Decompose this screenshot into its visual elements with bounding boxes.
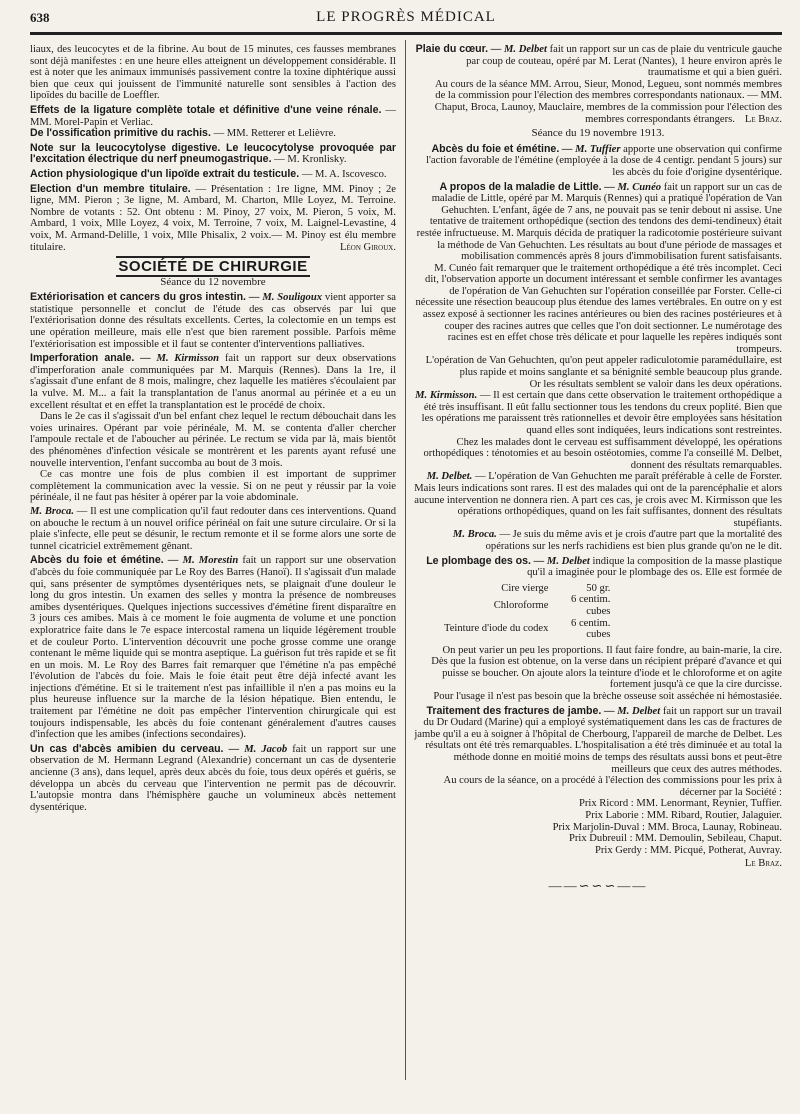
entry-title: Imperforation anale.: [30, 352, 135, 365]
paragraph: Au cours de la séance MM. Arrou, Sieur, Monod, Legueu, sont nommés membres de la commission pour l'élection des membres correspondants nationaux. — MM. Chaput, Broca, Launoy, Mauclaire, membres de la commission pour l'élection des membres correspondants étrangers. Le Braz.: [434, 78, 782, 125]
entry-author: M. Delbet.: [426, 471, 473, 483]
entry-text: apporte une observation qui confirme l'action favorable de l'émétine (employée à la dose de 4 centigr. pendant 5 jours) sur les abcès du foie d'origine dysentérique.: [426, 143, 782, 178]
entry-title: Plaie du cœur.: [415, 43, 489, 55]
entry-title: Traitement des fractures de jambe.: [426, 704, 602, 717]
entry-broca: [30, 506, 396, 552]
entry-title: A propos de la maladie de Little.: [439, 180, 602, 193]
component-name: Cire vierge: [501, 582, 549, 594]
entry-kirmisson: [414, 390, 782, 436]
entry-authors: — MM. Retterer et Lelièvre.: [213, 128, 336, 140]
entry-text: fait un rapport sur un travail du Dr Oudard (Marine) qui a employé systématiquement dans les cas de fractures de jambe qu'il a eu à soigner à l'hôpital de Cherbourg, l'appareil de marche de Delbet. Les résultats ont été très remarquables. L'hospitalisation a été très diminuée et au total la méthode donne en moitié moins de temps des résultats aussi bons et peut-être meilleurs que ceux des autres méthodes.: [414, 705, 782, 775]
component-value: 50 gr.: [586, 582, 611, 594]
paragraph: M. Cunéo fait remarquer que le traitement orthopédique a été très incomplet. Ceci dit, l'observation apporte un document intéressant et semble confirmer les avantages de l'opération de Van Gehuchten sur l'opération conseillée par Forster. Celle-ci nécessite une résection beaucoup plus étendue des lames vertébrales. En outre on y est assez exposé à sectionner les racines antérieures ou bien des racines postérieures et à couper des racines autres que celles que l'on doit sectionner. Le numérotage des racines est en effet chose très délicate et pour laquelle les repères indiqués sont trompeurs.: [415, 262, 782, 355]
list-item: Prix Gerdy : MM. Picqué, Potherat, Auvray.: [594, 844, 782, 856]
entry-title: Abcès du foie et émétine.: [431, 142, 560, 155]
left-column: [30, 44, 396, 813]
entry-ossification: [30, 128, 396, 140]
entry-delbet: [414, 471, 782, 529]
paragraph: Au cours de la séance, on a procédé à l'élection des commissions pour les prix à décerner par la Société :: [443, 775, 782, 798]
entry-text: indique la composition de la masse plastique qu'il a imaginée pour le plombage des os. Elle est formée de: [527, 555, 782, 579]
component-name: Chloroforme: [493, 600, 549, 612]
entry-fractures: [414, 706, 782, 776]
entry-author: — M. Delbet: [490, 44, 547, 55]
session-date: Séance du 12 novembre: [160, 275, 266, 288]
paragraph: liaux, des leucocytes et de la fibrine. Au bout de 15 minutes, ces fausses membranes sont déjà manifestes : en une heure elles atteignent un développement considérable. Il est à noter que les animaux immunisés passivement contre la toxine diphtérique aussi bien que ceux qui jouissent de l'immunité naturelle sont sensibles à l'action des lipoïdes du bacille de Loeffler.: [30, 44, 396, 102]
entry-imperforation: [30, 353, 396, 411]
entry-text: — Il est certain que dans cette observation le traitement orthopédique a été très insuffisant. Il eût fallu sectionner tous les tendons du creux poplité. Bien que les opérations me paraissent très rationnelles et devoir être employées sans hésitation quand elles sont indiquées, leurs indications sont restreintes.: [421, 390, 782, 436]
component-name: Teinture d'iode du codex: [444, 623, 549, 635]
entry-author: M. Kirmisson.: [415, 390, 478, 402]
list-item: Prix Dubreuil : MM. Demoulin, Sebileau, Chaput.: [568, 833, 782, 845]
entry-title: Un cas d'abcès amibien du cerveau.: [30, 742, 224, 755]
paragraph: Dans le 2e cas il s'agissait d'un bel enfant chez lequel le rectum débouchait dans les voies urinaires. Opérant par voie périnéale, M. M. se contenta d'aller chercher l'ampoule rectale et de l'aboucher au périnée. Le rectum se vida par là, mais bientôt des phénomènes d'infection vésicale se montrèrent et les parents ayant refusé une nouvelle intervention, l'enfant succomba au bout de 3 mois.: [30, 411, 396, 469]
component-value: 6 centim. cubes: [571, 617, 611, 641]
entry-title: Extériorisation et cancers du gros intestin.: [30, 291, 246, 304]
entry-author: — M. Jacob: [228, 743, 288, 755]
entry-election: [30, 184, 396, 254]
end-flourish: ——∽∽∽——: [548, 877, 648, 893]
entry-text: fait un rapport sur un cas de maladie de Little, opéré par M. Marquis (Rennes) qui a pratiqué l'opération de Van Gehuchten. L'enfant, âgée de 7 ans, ne pouvait pas se tenir debout ni assise. Une tentative de traitement orthopédique (section des tendons des demi-tendineux) était restée infructueuse. M. Marquis décida de pratiquer la radicotomie postérieure suivant la méthode de Van Gehuchten. Les résultats au bout d'une période de massages et mobilisation commencés après 8 jours d'immobilisation furent satisfaisants.: [416, 181, 782, 263]
entry-leucocytolyse: [30, 143, 396, 166]
entry-author: M. Broca.: [452, 529, 497, 541]
entry-plombage: [414, 556, 782, 579]
section-title: SOCIÉTÉ DE CHIRURGIE: [118, 258, 308, 276]
entry-text: fait un rapport sur une observation de M. Hermann Legrand (Alexandrie) concernant un cas de dysenterie ancienne (3 ans), dans lequel, après deux abcès du foie, tous deux opérés et guéris, se développa un abcès du cerveau que l'intervention ne permit pas de découvrir. L'autopsie montra dans l'hémisphère gauche un volumineux abcès nettement dysentérique.: [30, 743, 396, 813]
entry-title: Effets de la ligature complète totale et définitive d'une veine rénale.: [30, 103, 382, 116]
page-header: [30, 8, 782, 30]
journal-title: LE PROGRÈS MÉDICAL: [316, 9, 496, 25]
table-row: [444, 594, 618, 617]
entry-authors: — M. Kronlisky.: [274, 154, 347, 166]
composition-table: [444, 583, 618, 641]
prize-list: [444, 798, 782, 856]
column-divider: [405, 40, 406, 1080]
signature: Léon Giroux.: [340, 241, 396, 253]
list-item: Prix Laborie : MM. Ribard, Routier, Jalaguier.: [585, 810, 782, 821]
entry-text: — Il est une complication qu'il faut redouter dans ces interventions. Quand on abouche le rectum à un nouvel orifice périnéal on fait une suture circulaire. Or si la plaie s'infecte, elle peut se désunir, le rectum remonte et il se forme alors une sorte de tunnel cicatriciel extrêmement gênant.: [30, 505, 396, 552]
signature: Le Braz.: [744, 858, 782, 870]
list-item: Prix Marjolin-Duval : MM. Broca, Launay, Robineau.: [552, 821, 782, 833]
table-row: [444, 583, 618, 595]
session-date: Séance du 19 novembre 1913.: [531, 127, 665, 140]
entry-abces-foie: [30, 555, 396, 741]
signature: Le Braz.: [744, 113, 782, 125]
entry-text: fait un rapport sur une observation d'abcès du foie communiquée par Le Roy des Barres (Hanoï). Il s'agissait d'un malade qui, sans présenter de symptômes dysentériques nets, se plaignait d'une douleur le long du gros intestin. Un examen des selles y montra la présence de nombreuses amibes dysentériques. Quelques injections successives d'émétine firent disparaître en 3 jours ces amibes. Mais à ce moment le foie augmenta de volume et une ponction exploratrice faite dans le 7e espace intercostal ramena un liquide légèrement trouble et de couleur Porto. L'intervention découvrit une poche grosse comme une orange contenant le même liquide qui se montra aseptique. La guérison fut très rapide et se fit en un mois. M. Le Roy des Barres fait remarquer que l'émétine n'a pas empêché l'évolution de l'abcès du foie. Mais le foie était peut être déjà infecté avant les injections d'émétine. Et si le traitement n'est pas infaillible il n'en a pas moins eu la plus heureuse influence sur la marche de la lésion hépatique. Bien entendu, le traitement par l'émétine ne doit pas empêcher l'intervention chirurgicale qui est toujours indispensable, les abcès du foie contenant généralement d'autres causes d'infection que les amibes (infections secondaires).: [30, 555, 396, 741]
entry-plaie-coeur: [414, 44, 782, 79]
entry-title: Action physiologique d'un lipoïde extrait du testicule.: [30, 167, 300, 180]
entry-ligature: [30, 105, 396, 128]
paragraph: Pour l'usage il n'est pas besoin que la brèche osseuse soit asséchée ni hémostasiée.: [433, 691, 782, 703]
entry-authors: — MM. Morel-Papin et Verliac.: [30, 104, 396, 128]
entry-abces-cerveau: [30, 744, 396, 814]
entry-text: vient apporter sa statistique personnelle et conclut de l'étude des cas observés par lui que l'extériorisation donne des résultats excellents. Certes, la colectomie en un temps est une opération meilleure, mais elle n'est que bien rarement possible. Parfois même l'extériorisation est impossible et il faut se contenter d'interventions palliatives.: [30, 292, 396, 350]
entry-broca: [414, 529, 782, 552]
entry-text: fait un rapport sur deux observations d'imperforation anale communiquées par M. Marquis (Rennes). Dans la 1re, il s'agissait d'une enfant de 8 mois, malingre, chez laquelle les matières s'écoulaient par la vulve. M. M... a fait la transplantation de l'anus anormal au périnée et a eu un excellent résultat et en effet la transplantation est le procédé de choix.: [30, 353, 396, 411]
list-item: Prix Ricord : MM. Lenormant, Reynier, Tuffier.: [578, 798, 782, 810]
paragraph: On peut varier un peu les proportions. Il faut faire fondre, au bain-marie, la cire. Dès que la fusion est obtenue, on la verse dans un récipient préparé d'avance et qui puisse se boucher. On ajoute alors la teinture d'iode et le chloroforme et on agite fortement jusqu'à ce que la cire durcisse.: [431, 644, 782, 691]
paragraph: L'opération de Van Gehuchten, qu'on peut appeler radiculotomie paramédullaire, est plus rapide et moins sanglante et sa bénignité semble beaucoup plus grande.: [425, 355, 782, 379]
entry-text: — Je suis du même avis et je crois d'autre part que la mortalité des opérations sur les nerfs rachidiens est bien plus grande qu'on ne le dit.: [485, 529, 782, 552]
table-row: [444, 618, 618, 641]
entry-author: — M. Morestin: [167, 555, 239, 567]
entry-author: — M. Tuffier: [561, 143, 621, 155]
entry-text: — L'opération de Van Gehuchten me paraît préférable à celle de Forster. Mais leurs indications sont rares. Il est des malades qui ont de la parencéphalie et alors aucune intervention ne donnera rien. A part ces cas, je crois avec M. Kirmisson que les opérations orthopédiques, quand on les fait suffisantes, donnent des résultats stupéfiants.: [414, 471, 782, 529]
entry-authors: — M. A. Iscovesco.: [301, 168, 387, 180]
entry-author: M. Broca.: [30, 505, 74, 517]
entry-author: — M. Delbet: [533, 555, 590, 567]
entry-title: Abcès du foie et émétine.: [30, 554, 164, 567]
paragraph: Ce cas montre une fois de plus combien il est important de supprimer complètement la communication avec la vessie. Si on ne peut y réussir par la voie périnéale, il ne faut pas hésiter à opérer par la voie abdominale.: [30, 469, 396, 504]
entry-text: fait un rapport sur un cas de plaie du ventricule gauche par coup de couteau, opéré par M. Lerat (Nantes), 1 heure environ après le traumatisme et qui a bien guéri.: [466, 44, 782, 79]
header-rule: [30, 32, 782, 35]
entry-little: [414, 182, 782, 263]
entry-title: Election d'un membre titulaire.: [30, 182, 191, 195]
entry-author: — M. Delbet: [603, 705, 661, 717]
paragraph: Chez les malades dont le cerveau est suffisamment développé, les opérations orthopédiques : ténotomies et au besoin ostéotomies, comme l'a conseillé M. Delbet, donnent des résultats remarquables.: [423, 436, 782, 471]
entry-author: — M. Cunéo: [604, 181, 662, 193]
entry-exteriorisation: [30, 292, 396, 350]
page-number: 638: [30, 10, 50, 25]
entry-author: — M. Souligoux: [248, 292, 323, 304]
entry-text: — Présentation : 1re ligne, MM. Pinoy ; 2e ligne, MM. Pieron ; 3e ligne, M. Ambard, M. Charton, Mlle Loyez, M. Terroine. Nombre de votants : 52. Ont obtenu : M. Pinoy, 27 voix, M. Pieron, 5 voix, M. Ambard, 1 voix, Mlle Loyez, 4 voix, M. Terroine, 7 voix, M. Laignel-Levastine, 4 voix, M. Armand-Delille, 1 voix, Mlle Phisalix, 2 voix.— M. Pinoy est élu membre titulaire.: [30, 183, 397, 253]
entry-abces-emetine: [414, 144, 782, 179]
component-value: 6 centim. cubes: [571, 594, 611, 617]
entry-lipoide: [30, 169, 396, 181]
paragraph: Or les résultats semblent se valoir dans les deux opérations.: [529, 378, 782, 390]
entry-title: Le plombage des os.: [426, 554, 531, 567]
right-column: [414, 44, 782, 892]
entry-author: — M. Kirmisson: [140, 353, 220, 365]
entry-title: Note sur la leucocytolyse digestive. Le leucocytolyse provoquée par l'excitation électrique du nerf pneumogastrique.: [30, 141, 396, 166]
entry-title: De l'ossification primitive du rachis.: [30, 127, 211, 140]
